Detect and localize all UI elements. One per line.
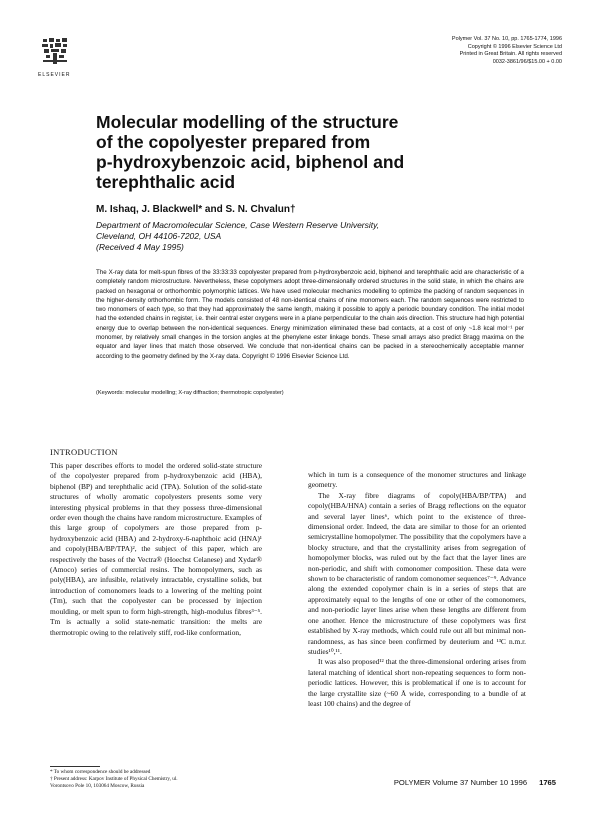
journal-header	[362, 36, 562, 66]
title-line: terephthalic acid	[96, 172, 236, 192]
footnote-rule	[50, 766, 100, 767]
publisher-logo-text: ELSEVIER	[38, 72, 71, 78]
right-column	[308, 470, 526, 709]
left-column	[50, 461, 262, 638]
authors: M. Ishaq, J. Blackwell* and S. N. Chvalun†	[96, 204, 296, 215]
title-line: Molecular modelling of the structure	[96, 112, 399, 132]
journal-header-line: 0032-3861/96/$15.00 + 0.00	[492, 58, 562, 65]
footnotes	[50, 769, 262, 791]
received-date: (Received 4 May 1995)	[96, 242, 184, 252]
affiliation-line: Department of Macromolecular Science, Case Western Reserve University,	[96, 220, 380, 230]
body-paragraph: It was also proposed¹² that the three-dimensional ordering arises from lateral matching of identical short non-repeating sequences to form non-periodic lattices. However, this is problematical if one is to account for the large crystallite size (~60 Å wide, corresponding to a bundle of at least 100 chains) and the degree of	[308, 657, 526, 708]
keywords: (Keywords: molecular modelling; X-ray diffraction; thermotropic copolyester)	[96, 390, 284, 396]
footnote-line: Vorontsovo Pole 10, 103064 Moscow, Russia	[50, 783, 145, 790]
body-paragraph: The X-ray fibre diagrams of copoly(HBA/BP/TPA) and copoly(HBA/HNA) contain a series of Bragg reflections on the equator and several layer lines⁶, which point to the existence of three-dimensional order. Indeed, the data are similar to those for an oriented semicrystalline homopolymer. The possibility that the copolymers have a blocky structure, and that the crystallinity arises from segregation of homopolymer blocks, was ruled out by the fact that the layer lines are non-periodic, and shift with comonomer composition. These data were shown to be characteristic of random comonomer sequences⁷⁻⁹. Advance along the extended copolymer chain is in a series of steps that are approximately equal to the lengths of one or other of the comonomers, and non-periodic layer lines arise when these lengths are different from one another. Hence the microstructure of these copolymers was first established by X-ray methods, which could rule out all but minimal non-randomness, as has since been confirmed by deuterium and ¹³C n.m.r. studies¹⁰,¹¹.	[308, 490, 526, 656]
abstract: The X-ray data for melt-spun fibres of the 33:33:33 copolyester prepared from p-hydroxybenzoic acid, biphenol and terephthalic acid are characteristic of a completely random microstructure. Nevertheless, these copolymers adopt three-dimensionally ordered structures in the solid state, in which the chains are packed on hexagonal or orthorhombic polymorphic lattices. We have used molecular mechanics modelling to optimize the packing of random sequences in the higher-density orthorhombic form. The models consisted of 48 non-identical chains of nine monomers each. The random sequences were restricted to two monomers of each type, so that they had approximately the same length, making it possible to apply a periodic boundary condition. The initial model had the extended chains in register, i.e. their central ester oxygens were in a plane perpendicular to the chain axis direction. This structure had high potential energy due to overlap between the non-identical sequences. Energy minimization eliminated these bad contacts, at a cost of only ~1.8 kcal mol⁻¹ per monomer, by relatively small changes in the torsion angles at the phenylene ester linkage bonds. These small arrays also predict Bragg maxima on the equator and layer lines that match those observed. We conclude that non-identical chains can be packed in a stereochemically acceptable manner according to the geometry defined by the X-ray data. Copyright © 1996 Elsevier Science Ltd.	[96, 269, 524, 360]
paper-title	[96, 112, 516, 192]
affiliation	[96, 220, 379, 253]
page-footer	[394, 778, 556, 787]
footnote-line: † Present address: Karpov Institute of Physical Chemistry, ul.	[50, 776, 178, 783]
journal-header-line: Copyright © 1996 Elsevier Science Ltd	[467, 43, 562, 50]
title-line: p-hydroxybenzoic acid, biphenol and	[96, 152, 405, 172]
affiliation-line: Cleveland, OH 44106-7202, USA	[96, 231, 222, 241]
title-line: of the copolyester prepared from	[96, 132, 371, 152]
footnote-line: * To whom correspondence should be addressed	[50, 769, 151, 775]
journal-header-line: Printed in Great Britain. All rights reserved	[459, 51, 562, 57]
elsevier-tree-logo	[40, 36, 70, 66]
footer-journal: POLYMER Volume 37 Number 10 1996	[393, 778, 528, 787]
body-paragraph: This paper describes efforts to model the ordered solid-state structure of the copolyester prepared from p-hydroxybenzoic acid (HBA), biphenol (BP) and terephthalic acid (TPA). Solution of the solid-state structures of wholly aromatic copolyesters presents some very interesting physical problems in that they possess three-dimensional order even though the chains have random microstructure. Examples of this large group of copolymers are those prepared from p-hydroxybenzoic acid (HBA) and 2-hydroxy-6-naphthoic acid (HNA)¹ and copoly(HBA/BP/TPA)², the subject of this paper, which are respectively the bases of the Vectra® (Hoechst Celanese) and Xydar® (Amoco) series of commercial resins. The homopolymers, such as poly(HBA), are infusible, relatively intractable, crystalline solids, but introduction of comonomers leads to a lowering of the melting point (Tm), such that the copolyester can be processed by injection moulding, or melt spun to form high-strength, high-modulus fibres³⁻⁵. Tm is actually a solid state-nematic transition: the melts are thermotropic owing to the relatively stiff, rod-like conformation,	[50, 461, 262, 637]
body-paragraph: which in turn is a consequence of the monomer structures and linkage geometry.	[308, 470, 526, 490]
journal-header-line: Polymer Vol. 37 No. 10, pp. 1765-1774, 1996	[451, 36, 562, 42]
page-number: 1765	[539, 778, 556, 787]
section-heading-introduction: INTRODUCTION	[50, 447, 118, 457]
